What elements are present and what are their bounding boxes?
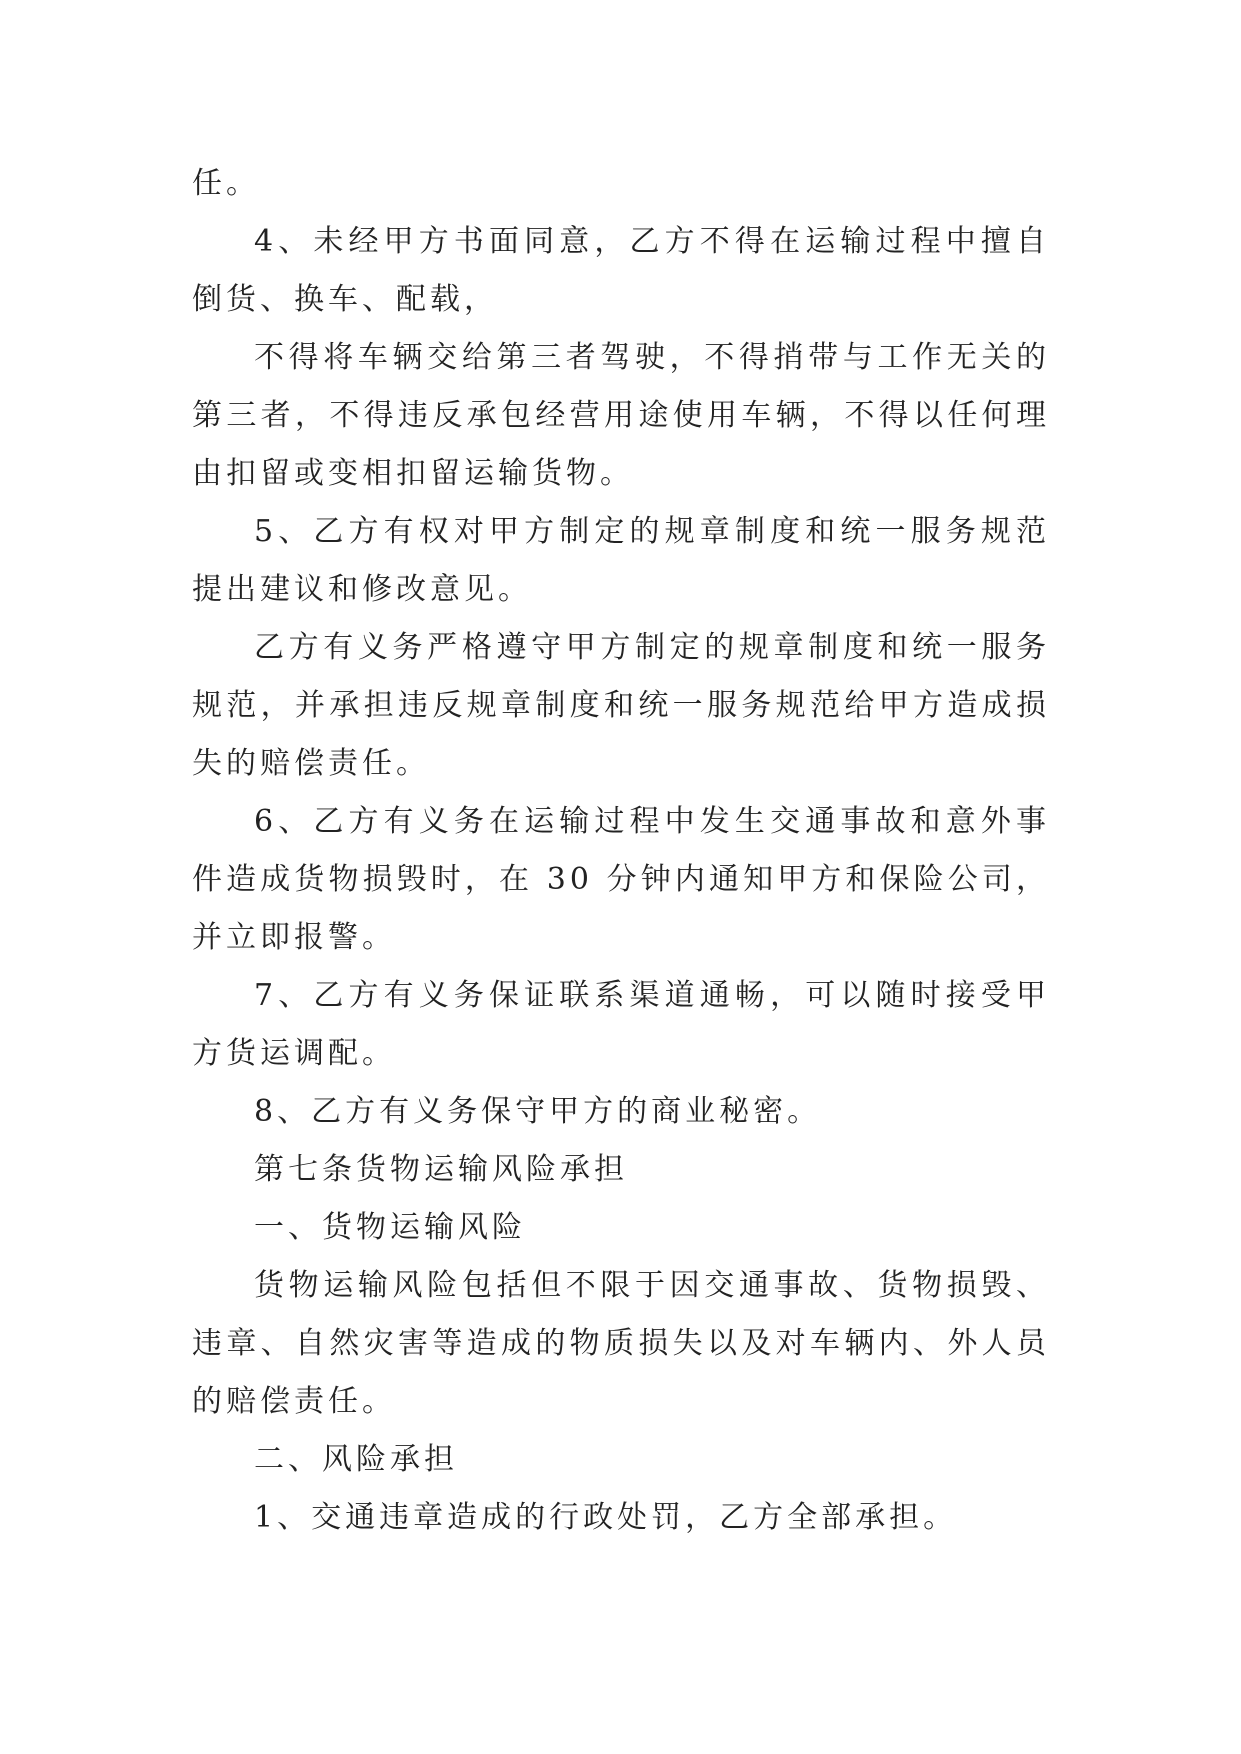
paragraph: 6、乙方有义务在运输过程中发生交通事故和意外事件造成货物损毁时，在 30 分钟内通知甲方和保险公司，并立即报警。 [192,804,1050,955]
paragraph: 货物运输风险包括但不限于因交通事故、货物损毁、违章、自然灾害等造成的物质损失以及对车辆内、外人员的赔偿责任。 [192,1268,1050,1419]
subsection-heading: 一、货物运输风险 [254,1210,526,1245]
section-heading: 第七条货物运输风险承担 [254,1152,628,1187]
paragraph: 7、乙方有义务保证联系渠道通畅，可以随时接受甲方货运调配。 [192,978,1050,1071]
paragraph: 4、未经甲方书面同意，乙方不得在运输过程中擅自倒货、换车、配载， [192,224,1050,317]
document-body [192,155,1050,1547]
paragraph: 8、乙方有义务保守甲方的商业秘密。 [254,1094,822,1129]
paragraph: 5、乙方有权对甲方制定的规章制度和统一服务规范提出建议和修改意见。 [192,514,1050,607]
paragraph: 不得将车辆交给第三者驾驶，不得捎带与工作无关的第三者，不得违反承包经营用途使用车辆，不得以任何理由扣留或变相扣留运输货物。 [192,340,1050,491]
paragraph: 1、交通违章造成的行政处罚，乙方全部承担。 [254,1500,958,1535]
paragraph: 乙方有义务严格遵守甲方制定的规章制度和统一服务规范，并承担违反规章制度和统一服务规范给甲方造成损失的赔偿责任。 [192,630,1050,781]
subsection-heading: 二、风险承担 [254,1442,458,1477]
paragraph: 任。 [192,166,260,201]
